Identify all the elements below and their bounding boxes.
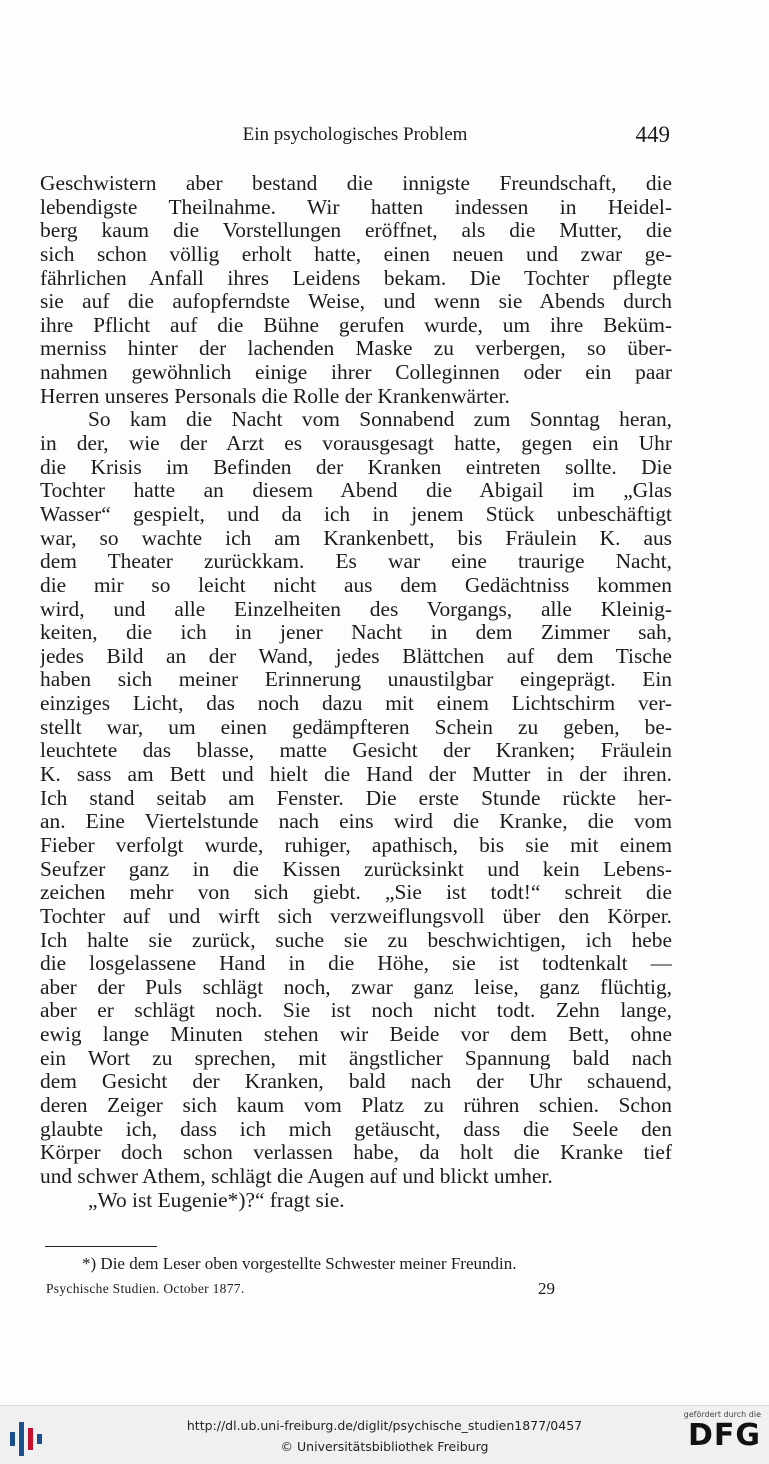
- text-line: an. Eine Viertelstunde nach eins wird die Kranke, die vom: [40, 810, 672, 834]
- text-line: Körper doch schon verlassen habe, da holt die Kranke tief: [40, 1141, 672, 1165]
- text-line: So kam die Nacht vom Sonnabend zum Sonntag heran,: [88, 408, 672, 432]
- text-line: deren Zeiger sich kaum vom Platz zu rühren schien. Schon: [40, 1093, 672, 1117]
- text-line: haben sich meiner Erinnerung unaustilgbar eingeprägt. Ein: [40, 668, 672, 692]
- text-line: leuchtete das blasse, matte Gesicht der Kranken; Fräulein: [40, 739, 672, 763]
- text-line: Seufzer ganz in die Kissen zurücksinkt und kein Lebens-: [40, 857, 672, 881]
- text-line: „Wo ist Eugenie*)?“ fragt sie.: [88, 1188, 345, 1212]
- page-number: 449: [635, 122, 670, 147]
- text-line: Fieber verfolgt wurde, ruhiger, apathisch, bis sie mit einem: [40, 833, 672, 857]
- text-line: aber er schlägt noch. Sie ist noch nicht todt. Zehn lange,: [40, 999, 672, 1023]
- text-line: Herren unseres Personals die Rolle der Krankenwärter.: [40, 384, 510, 408]
- dfg-logo: [677, 1410, 761, 1460]
- text-line: nahmen gewöhnlich einige ihrer Colleginnen oder ein paar: [40, 361, 672, 385]
- copyright-notice: © Universitätsbibliothek Freiburg: [280, 1439, 489, 1454]
- text-line: sich schon völlig erholt hatte, einen neuen und zwar ge-: [40, 242, 672, 266]
- text-line: in der, wie der Arzt es vorausgesagt hatte, gegen ein Uhr: [40, 432, 672, 456]
- text-line: lebendigste Theilnahme. Wir hatten indessen in Heidel-: [40, 195, 672, 219]
- footnote: *) Die dem Leser oben vorgestellte Schwester meiner Freundin.: [82, 1254, 517, 1273]
- text-line: ewig lange Minuten stehen wir Beide vor dem Bett, ohne: [40, 1023, 672, 1047]
- text-line: K. sass am Bett und hielt die Hand der Mutter in der ihren.: [40, 763, 672, 787]
- viewer-footer: [0, 1405, 769, 1464]
- text-line: Tochter auf und wirft sich verzweiflungsvoll über den Körper.: [40, 904, 672, 928]
- text-line: fährlichen Anfall ihres Leidens bekam. Die Tochter pflegte: [40, 266, 672, 290]
- text-line: stellt war, um einen gedämpfteren Schein zu geben, be-: [40, 715, 672, 739]
- text-line: und schwer Athem, schlägt die Augen auf und blickt umher.: [40, 1164, 553, 1188]
- text-line: aber der Puls schlägt noch, zwar ganz leise, ganz flüchtig,: [40, 975, 672, 999]
- text-line: Wasser“ gespielt, und da ich in jenem Stück unbeschäftigt: [40, 502, 672, 526]
- text-line: die losgelassene Hand in die Höhe, sie ist todtenkalt —: [40, 952, 672, 976]
- body-text: [40, 172, 672, 1212]
- text-line: zeichen mehr von sich giebt. „Sie ist todt!“ schreit die: [40, 881, 672, 905]
- text-line: die mir so leicht nicht aus dem Gedächtniss kommen: [40, 573, 672, 597]
- text-line: merniss hinter der lachenden Maske zu verbergen, so über-: [40, 337, 672, 361]
- permalink-url[interactable]: http://dl.ub.uni-freiburg.de/diglit/psychische_studien1877/0457: [186, 1418, 583, 1433]
- signature-line: Psychische Studien. October 1877.: [46, 1281, 245, 1296]
- running-head-title: Ein psychologisches Problem: [242, 124, 468, 145]
- text-line: ein Wort zu sprechen, mit ängstlicher Spannung bald nach: [40, 1046, 672, 1070]
- text-line: Tochter hatte an diesem Abend die Abigail im „Glas: [40, 479, 672, 503]
- text-line: jedes Bild an der Wand, jedes Blättchen auf dem Tische: [40, 644, 672, 668]
- text-line: glaubte ich, dass ich mich getäuscht, dass die Seele den: [40, 1117, 672, 1141]
- footnote-rule: [45, 1246, 157, 1247]
- text-line: Ich halte sie zurück, suche sie zu beschwichtigen, ich hebe: [40, 928, 672, 952]
- text-line: berg kaum die Vorstellungen eröffnet, als die Mutter, die: [40, 219, 672, 243]
- dfg-funded-label: gefördert durch die: [683, 1410, 761, 1419]
- text-line: Ich stand seitab am Fenster. Die erste Stunde rückte her-: [40, 786, 672, 810]
- text-line: dem Theater zurückkam. Es war eine traurige Nacht,: [40, 550, 672, 574]
- dfg-wordmark: DFG: [687, 1418, 761, 1453]
- text-line: keiten, die ich in jener Nacht in dem Zimmer sah,: [40, 621, 672, 645]
- text-line: ihre Pflicht auf die Bühne gerufen wurde, um ihre Beküm-: [40, 313, 672, 337]
- text-line: war, so wachte ich am Krankenbett, bis Fräulein K. aus: [40, 526, 672, 550]
- running-head: [40, 122, 670, 152]
- text-line: einziges Licht, das noch dazu mit einem Lichtschirm ver-: [40, 692, 672, 716]
- text-line: sie auf die aufopferndste Weise, und wenn sie Abends durch: [40, 290, 672, 314]
- text-line: Geschwistern aber bestand die innigste Freundschaft, die: [40, 172, 672, 195]
- text-line: die Krisis im Befinden der Kranken eintreten sollte. Die: [40, 455, 672, 479]
- text-line: dem Gesicht der Kranken, bald nach der Uhr schauend,: [40, 1070, 672, 1094]
- signature-number: 29: [538, 1279, 555, 1298]
- text-line: wird, und alle Einzelheiten des Vorgangs, alle Kleinig-: [40, 597, 672, 621]
